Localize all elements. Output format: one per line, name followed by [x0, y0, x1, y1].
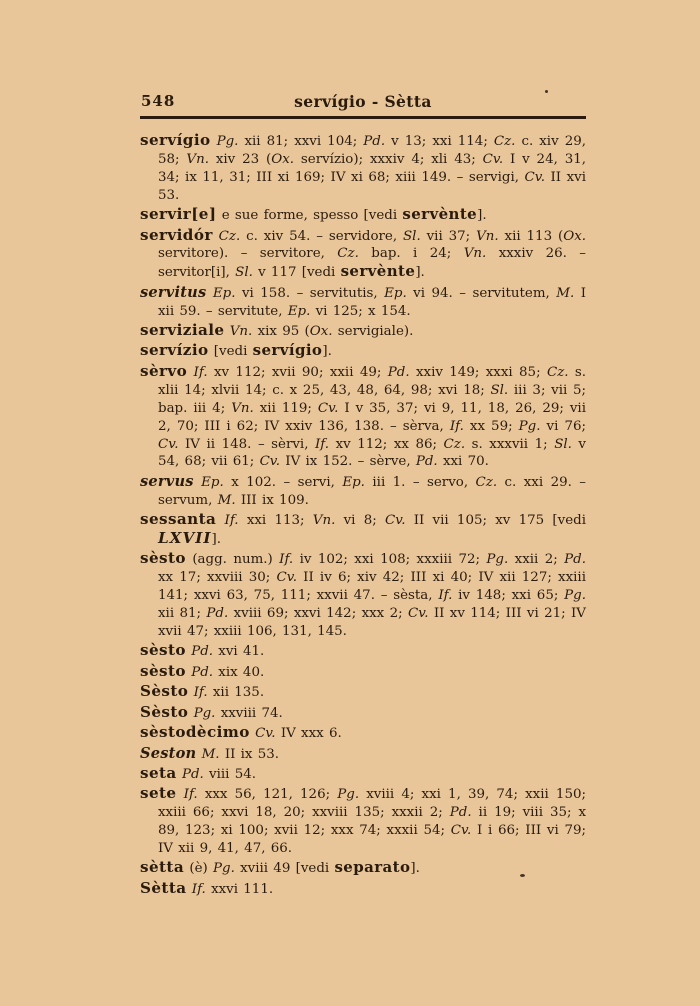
work-abbreviation: If. — [449, 418, 464, 434]
work-abbreviation: Pd. — [181, 766, 204, 782]
work-abbreviation: Sl. — [403, 228, 421, 244]
entry-references: I v 35, 37; vi 9, 11, 18, 26, 29; vii 2, 70; III i 62; IV xxiv 136, 138. – sèrva, — [158, 400, 586, 434]
entry-headword: sessanta — [140, 510, 217, 529]
entry-references: xxviii 74. — [215, 705, 283, 721]
work-abbreviation: Cv. — [407, 606, 429, 622]
entry-references: III ix 109. — [235, 492, 309, 508]
entry-headword: Sèsto — [140, 702, 189, 721]
entry-references: (è) — [184, 861, 213, 877]
index-entry — [140, 745, 586, 764]
entry-headword: servígio — [140, 131, 211, 149]
work-abbreviation: Pd. — [363, 134, 386, 149]
entry-references: ]. — [410, 861, 420, 877]
work-abbreviation: If. — [279, 552, 294, 568]
entry-headword: sèrvo — [140, 361, 188, 380]
work-abbreviation: M. — [556, 285, 575, 301]
entry-references: vi 158. – servitutis, — [235, 285, 385, 301]
entry-references: vi 94. – servitutem, — [406, 285, 557, 301]
work-abbreviation: M. — [217, 492, 236, 508]
work-abbreviation: If. — [183, 787, 198, 803]
work-abbreviation: Vn. — [229, 324, 253, 340]
entry-references: v 13; xxi 114; — [385, 134, 494, 149]
work-abbreviation: Sl. — [490, 382, 509, 398]
entry-references — [177, 787, 184, 802]
entry-references: xvi 41. — [213, 644, 265, 660]
entry-references: xxi 70. — [437, 454, 489, 470]
index-entry — [140, 206, 586, 225]
entry-references: II xvi 53. — [158, 169, 586, 203]
header-rule — [140, 116, 586, 119]
work-abbreviation: Cv. — [482, 151, 504, 167]
entry-references: iii 1. – servo, — [364, 474, 476, 490]
index-entry — [140, 663, 586, 682]
work-abbreviation: Cv. — [384, 513, 406, 529]
entry-references: xxvi 111. — [205, 881, 274, 897]
entry-references: viii 54. — [203, 766, 257, 782]
work-abbreviation: Cv. — [317, 400, 339, 416]
index-entry — [140, 724, 586, 743]
work-abbreviation: Ep. — [212, 285, 236, 301]
entry-references: I i 66; III vi 79; IV xii 9, 41, 47, 66. — [158, 823, 587, 857]
work-abbreviation: If. — [224, 513, 239, 529]
entry-references: ii 19; viii 35; x 89, 123; xi 100; xvii 12; xxx 74; xxxii 54; — [158, 805, 587, 839]
work-abbreviation: Cv. — [158, 436, 179, 452]
entry-references: c. xxi 29. – servum, — [158, 474, 586, 508]
entry-references: xviii 49 [vedi — [234, 861, 335, 877]
entry-references: LXVII — [158, 529, 212, 548]
entry-references: II xv 114; III vi 21; IV xvii 47; xxiii 106, 131, 145. — [158, 606, 586, 640]
entry-references: [vedi — [208, 344, 253, 360]
entry-references: bap. i 24; — [358, 246, 464, 262]
entry-references: c. xiv 54. – servidore, — [240, 228, 403, 244]
entry-references: servízio); xxxiv 4; xli 43; — [294, 151, 483, 167]
index-entry — [140, 284, 586, 321]
work-abbreviation: Pd. — [191, 664, 214, 680]
work-abbreviation: Cv. — [276, 570, 297, 586]
entry-headword: sèstodècimo — [140, 723, 250, 742]
work-abbreviation: Cz. — [475, 474, 498, 490]
index-entry — [140, 765, 586, 784]
work-abbreviation: Pd. — [206, 606, 229, 622]
entry-references: s. xlii 14; xlvii 14; c. x 25, 43, 48, 64, 98; xvi 18; — [158, 364, 587, 398]
work-abbreviation: Cv. — [450, 823, 472, 839]
work-abbreviation: Ep. — [342, 474, 365, 490]
entry-references: xxxiv 26. – servitor[i], — [158, 246, 586, 281]
entry-headword: sete — [140, 784, 177, 803]
entry-references: xix 40. — [213, 664, 265, 680]
entry-references: ]. — [322, 344, 332, 360]
work-abbreviation: If. — [193, 364, 208, 380]
entry-references: xii 81; xxvi 104; — [238, 134, 364, 149]
entry-references: (agg. num.) — [185, 552, 280, 568]
work-abbreviation: Pg. — [216, 134, 239, 149]
work-abbreviation: Ep. — [201, 474, 224, 490]
entry-references: II iv 6; xiv 42; III xi 40; IV xii 127; xxiii 141; xxvi 63, 75, 111; xxvii 47. – sèsta, — [158, 570, 586, 604]
entry-references: xxi 113; — [238, 513, 313, 529]
entry-headword: serviziale — [140, 321, 225, 340]
entry-references: x 102. – servi, — [223, 474, 343, 490]
entry-references: xxiv 149; xxxi 85; — [409, 364, 547, 380]
entry-references: s. xxxvii 1; — [465, 436, 555, 452]
work-abbreviation: Pd. — [191, 644, 214, 660]
index-entry — [140, 473, 586, 510]
work-abbreviation: Ox. — [309, 324, 333, 340]
index-entry — [140, 227, 586, 283]
work-abbreviation: Sl. — [554, 436, 572, 452]
work-abbreviation: Pg. — [337, 787, 360, 803]
entry-references: xviii 4; xxi 1, 39, 74; xxii 150; xxiii 66; xxvi 18, 20; xxviii 135; xxxii 2; — [158, 787, 586, 821]
entry-references: I xii 59. – servitute, — [158, 285, 587, 319]
work-abbreviation: Cz. — [546, 364, 569, 380]
entry-references: vi 125; x 154. — [310, 303, 411, 319]
entry-references: xviii 69; xxvi 142; xxx 2; — [228, 606, 408, 622]
entry-references — [216, 513, 224, 528]
entry-headword: servízio — [140, 341, 209, 360]
entry-references: xxx 56, 121, 126; — [197, 787, 338, 803]
work-abbreviation: Pd. — [387, 364, 410, 380]
entry-references: vii 37; — [420, 228, 477, 244]
entry-headword: Sèsto — [140, 682, 189, 701]
entry-headword: servitus — [140, 283, 207, 301]
work-abbreviation: Ox. — [271, 151, 295, 167]
entry-headword: sèsto — [140, 641, 186, 660]
index-entry — [140, 363, 586, 471]
work-abbreviation: If. — [193, 685, 208, 701]
work-abbreviation: Cv. — [255, 726, 276, 742]
work-abbreviation: Vn. — [231, 400, 254, 416]
entry-references: vi 8; — [335, 513, 385, 529]
work-abbreviation: Ep. — [287, 303, 311, 319]
entry-references: iv 102; xxi 108; xxxiii 72; — [293, 552, 487, 568]
work-abbreviation: Cz. — [218, 228, 241, 244]
entry-references: iii 3; vii 5; bap. iii 4; — [158, 382, 586, 416]
index-entry — [140, 511, 586, 549]
entry-references: xv 112; xx 86; — [329, 436, 444, 452]
entry-references: xii 119; — [253, 400, 318, 416]
entry-headword: seta — [140, 763, 177, 782]
work-abbreviation: If. — [315, 436, 330, 452]
index-entry — [140, 322, 586, 341]
work-abbreviation: M. — [201, 746, 220, 762]
entry-references: e sue forme, spesso [vedi — [216, 208, 403, 224]
entry-headword: Sètta — [140, 878, 187, 897]
work-abbreviation: If. — [438, 588, 453, 604]
work-abbreviation: Ep. — [384, 285, 407, 301]
work-abbreviation: Sl. — [235, 265, 253, 281]
entry-references: xx 59; — [463, 418, 519, 434]
entry-references: xii 81; — [158, 606, 207, 622]
work-abbreviation: If. — [191, 881, 206, 897]
entry-references: servigiale). — [332, 324, 414, 340]
entry-references: IV ix 152. – sèrve, — [280, 454, 416, 470]
entry-headword: servidór — [140, 225, 213, 244]
entry-references: xii 135. — [207, 685, 265, 701]
entry-references: xiv 23 ( — [208, 151, 272, 167]
work-abbreviation: Vn. — [186, 151, 209, 167]
index-entry — [140, 683, 586, 702]
entry-references: xxii 2; — [508, 552, 565, 568]
work-abbreviation: Cz. — [493, 134, 516, 149]
entry-references: c. xiv 29, 58; — [158, 134, 586, 167]
entry-references: servígio — [252, 341, 323, 360]
work-abbreviation: Pd. — [415, 454, 438, 470]
work-abbreviation: Pg. — [564, 588, 586, 604]
entry-references: separato — [334, 858, 411, 877]
entry-references: II ix 53. — [219, 746, 280, 762]
work-abbreviation: Pg. — [518, 418, 541, 434]
entry-references: v 117 [vedi — [252, 265, 341, 281]
entry-references: vi 76; — [540, 418, 586, 434]
entry-references: servitore). – servitore, — [158, 246, 338, 262]
work-abbreviation: Cv. — [259, 454, 281, 470]
work-abbreviation: Cz. — [443, 436, 466, 452]
work-abbreviation: Cz. — [337, 246, 359, 262]
work-abbreviation: Ox. — [563, 228, 587, 244]
entry-references: servènte — [340, 262, 416, 281]
entry-references: xix 95 ( — [252, 324, 310, 340]
work-abbreviation: Pd. — [449, 805, 472, 821]
work-abbreviation: Pg. — [486, 552, 509, 568]
entry-references: v 54, 68; vii 61; — [158, 436, 587, 470]
index-entry — [140, 550, 586, 641]
work-abbreviation: Vn. — [476, 228, 499, 244]
index-entry — [140, 342, 586, 361]
page-number: 548 — [141, 92, 176, 110]
index-entry — [140, 704, 586, 723]
entry-references: ]. — [477, 208, 487, 224]
work-abbreviation: Pg. — [212, 861, 235, 877]
work-abbreviation: Pg. — [193, 705, 216, 721]
index-entry — [140, 785, 586, 858]
entry-references: I v 24, 31, 34; ix 11, 31; III xi 169; IV xi 68; xiii 149. – servigi, — [158, 151, 587, 185]
entry-headword: sèsto — [140, 661, 186, 680]
index-entry — [140, 132, 586, 205]
work-abbreviation: Vn. — [312, 513, 336, 529]
entry-references: xx 17; xxviii 30; — [158, 570, 277, 586]
work-abbreviation: Vn. — [463, 246, 487, 262]
entry-references: servènte — [402, 205, 478, 224]
entry-references: ]. — [211, 532, 221, 548]
entry-references: iv 148; xxi 65; — [452, 588, 565, 604]
entry-references: xii 113 ( — [498, 228, 564, 244]
index-entry — [140, 642, 586, 661]
entry-headword: sèsto — [140, 549, 186, 568]
ink-speck — [520, 874, 525, 877]
work-abbreviation: Cv. — [524, 169, 545, 185]
entry-headword: servir[e] — [140, 205, 217, 224]
index-entry — [140, 880, 586, 899]
entry-references: ]. — [415, 265, 425, 281]
entries-list — [140, 132, 586, 900]
ink-speck — [545, 90, 548, 93]
entry-references: xv 112; xvii 90; xxii 49; — [207, 364, 388, 380]
entry-references: IV ii 148. – sèrvi, — [178, 436, 316, 452]
running-head: servígio - Sètta — [294, 92, 432, 111]
entry-references: IV xxx 6. — [275, 726, 342, 742]
entry-headword: Seston — [140, 744, 197, 762]
work-abbreviation: Pd. — [564, 552, 586, 568]
entry-headword: sètta — [140, 858, 185, 877]
entry-references: II vii 105; xv 175 [vedi — [405, 513, 587, 529]
entry-headword: servus — [140, 472, 194, 490]
